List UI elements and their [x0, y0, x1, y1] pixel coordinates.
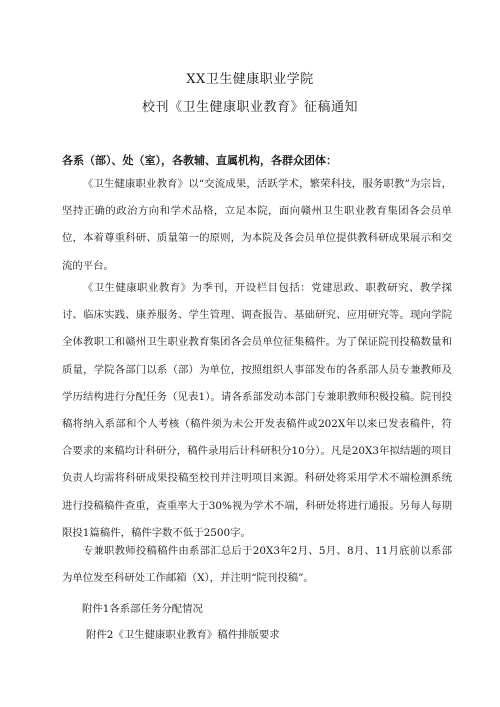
paragraph-requirements: 《卫生健康职业教育》为季刊，开设栏目包括：党建思政、职教研究、教学探讨、临床实践、康养服务、学生管理、调查报告、基础研究、应用研究等。现向学院全体教职工和赣州卫生职业教育集团各会员单位征集稿件。为了保证院刊投稿数量和质量，学院各部门以系（部）为单位，按照组织人事部发布的各系部人员专兼教师及学历结构进行分配任务（见表1）。请各系部发动本部门专兼职教师积极投稿。院刊投稿将纳入系部和个人考核（稿件须为未公开发表稿件或202X年以来已发表稿件，符合要求的来稿均计科研分，稿件录用后计科研积分10分）。凡是20X3年拟结题的项目负责人均需将科研成果投稿至校刊并注明项目来源。科研处将采用学术不端检测系统进行投稿稿件查重，查重率大于30%视为学术不端，科研处将进行通报。另每人每期限投1篇稿件，稿件字数不低于2500字。 — [62, 282, 452, 539]
paragraph-purpose: 《卫生健康职业教育》以“交流成果，活跃学术，繁荣科技，服务职教”为宗旨，坚持正确的政治方向和学术品格，立足本院，面向赣州卫生职业教育集团各会员单位，本着尊重科研、质量第一的原则，为本院及各会员单位提供教科研成果展示和交流的平台。 — [62, 178, 452, 272]
attachment-1: 附件1各系部任务分配情况 — [82, 603, 203, 615]
salutation: 各系（部）、处（室），各教辅、直属机构，各群众团体： — [62, 154, 337, 167]
notice-title: 校刊《卫生健康职业教育》征稿通知 — [141, 100, 358, 115]
attachment-2: 附件2《卫生健康职业教育》稿件排版要求 — [86, 629, 280, 641]
school-name: XX卫生健康职业学院 — [186, 72, 314, 87]
paragraph-submission: 专兼职教师投稿稿件由系部汇总后于20X3年2月、5月、8月、11月底前以系部为单位发至科研处工作邮箱（X），并注明“院刊投稿”。 — [62, 545, 452, 585]
